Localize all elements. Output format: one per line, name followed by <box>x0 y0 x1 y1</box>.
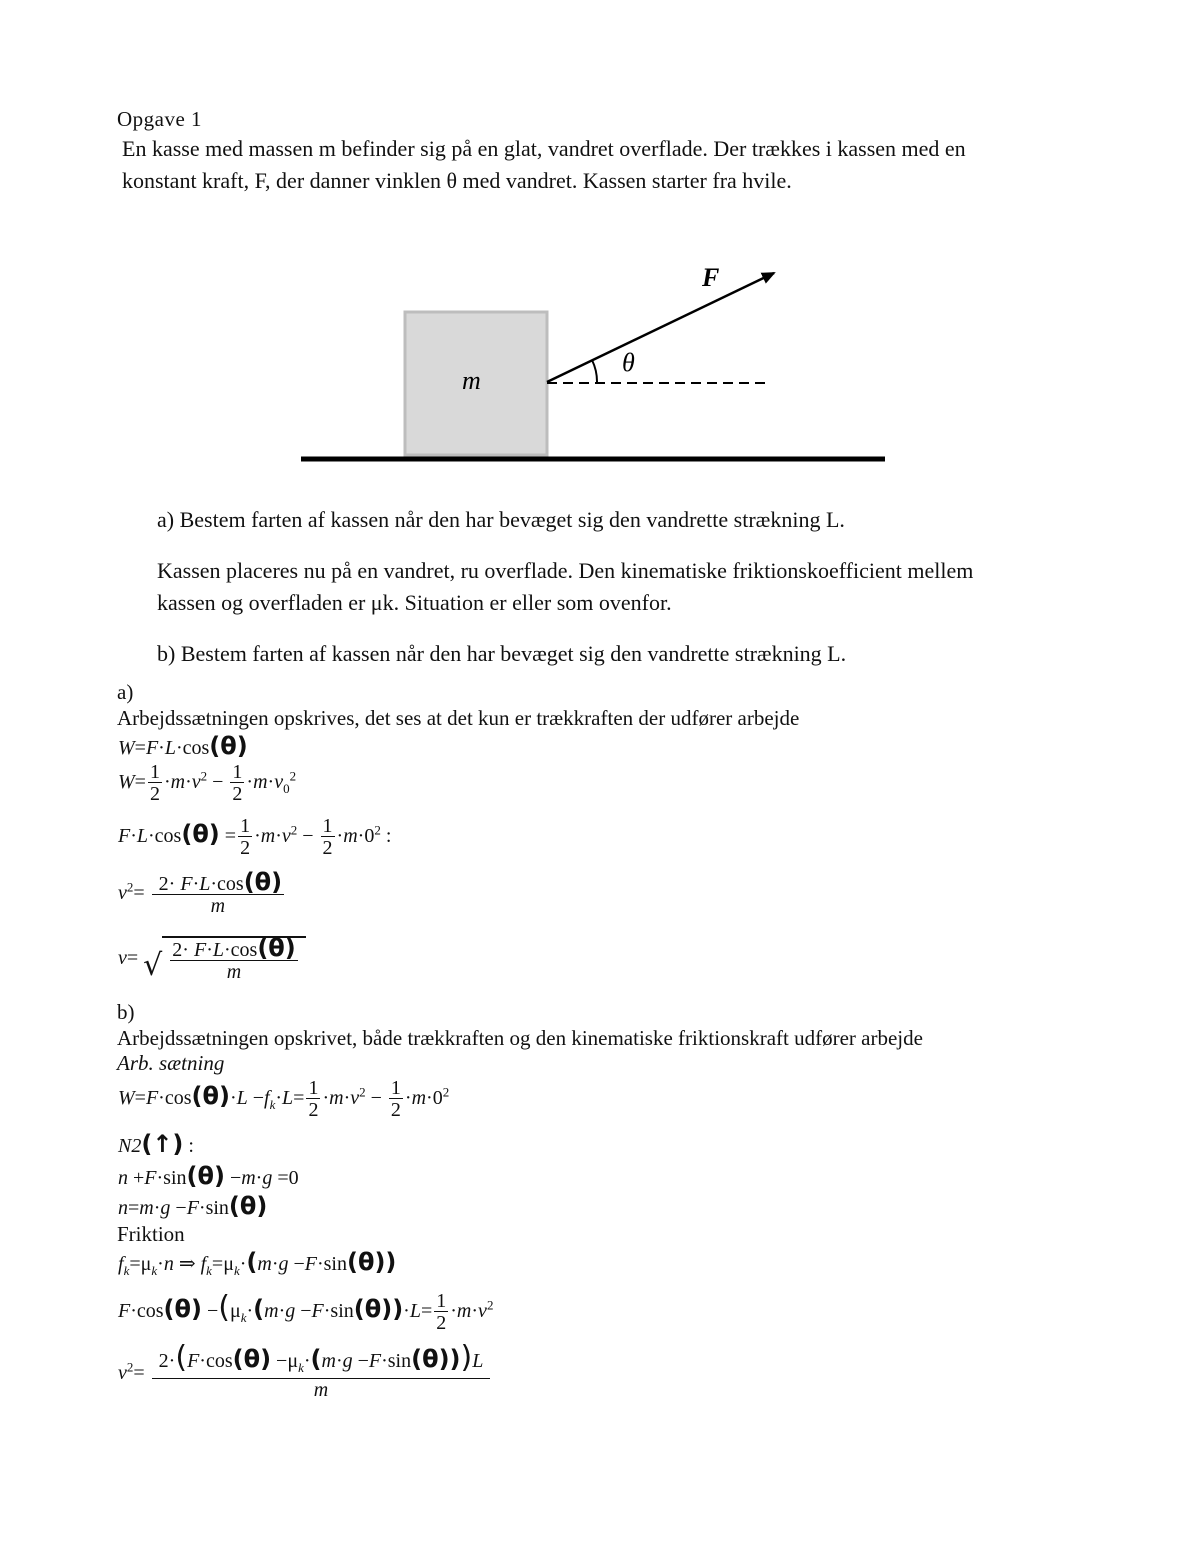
eq-normal-balance: n +F·sin(θ) −m·g =0 <box>118 1162 299 1190</box>
force-label: F <box>702 263 720 292</box>
page-title: Opgave 1 <box>117 107 203 131</box>
intro-line-1: En kasse med massen m befinder sig på en glat, vandret overflade. Der trækkes i kassen med en <box>122 136 966 161</box>
mass-label: m <box>462 366 481 395</box>
solution-b-label: b) <box>117 1000 135 1024</box>
eq-v-squared-a: $v^2=$ $\frac{2\cdot F\cdot L\cdot\cos(\theta)}{m}$ <box>118 868 283 917</box>
eq-work-def: W=F·L·cos(θ) <box>118 732 248 760</box>
eq-v-squared-b: $v^2=$ $\frac{2\cdot(F\cdot\cos(\theta) -\mu_k\cdot(m\cdot g -F\cdot\sin(\theta)))L}{m}$ <box>118 1348 492 1401</box>
eq-friction: $f_k=\mu_k\cdot n$ ⇒ $f_k=\mu_k\cdot(m\cdot g -F\cdot\sin(\theta))$ <box>118 1248 397 1278</box>
eq-combined: F·L·cos(θ) = $\frac{1}{2}$ $\cdot m\cdot v^2$ − $\frac{1}{2}$ $\cdot m\cdot 0^2$ : <box>118 815 392 859</box>
rough-line-2: kassen og overfladen er μk. Situation er eller som ovenfor. <box>157 590 672 615</box>
eq-v-a: v= √ $\frac{2\cdot F\cdot L\cdot\cos(\theta)}{m}$ <box>118 936 306 983</box>
force-diagram <box>0 0 1200 480</box>
solution-a-text: Arbejdssætningen opskrives, det ses at det kun er trækkraften der udfører arbejde <box>117 706 800 730</box>
eq-normal-force: n=m·g −F·sin(θ) <box>118 1192 268 1220</box>
friktion-label: Friktion <box>117 1222 185 1246</box>
eq-n2-label: N2(↑) : <box>118 1130 194 1158</box>
force-arrow <box>547 273 774 382</box>
eq-work-friction: $W=F\cdot\cos(\theta)\cdot L -f_k\cdot L=$ $\frac{1}{2}$ $\cdot m\cdot v^2$ − $\frac{1}{2}$ $\cdot m\cdot 0^2$ <box>118 1077 450 1121</box>
eq-net-work: $F\cdot\cos(\theta) -(\mu_k\cdot(m\cdot g -F\cdot\sin(\theta))\cdot L=$ $\frac{1}{2}$ $\cdot m\cdot v^2$ <box>118 1289 494 1334</box>
question-b: b) Bestem farten af kassen når den har bevæget sig den vandrette strækning L. <box>157 641 847 666</box>
angle-arc <box>592 360 597 383</box>
solution-b-text: Arbejdssætningen opskrivet, både trækkraften og den kinematiske friktionskraft udfører arbejde <box>117 1026 923 1050</box>
rough-line-1: Kassen placeres nu på en vandret, ru overflade. Den kinematiske friktionskoefficient mellem <box>157 558 974 583</box>
solution-a-label: a) <box>117 680 134 704</box>
angle-label: θ <box>622 348 635 377</box>
eq-work-energy: W= $\frac{1}{2}$ $\cdot m\cdot v^2$ − $\frac{1}{2}$ $\cdot m\cdot v_0^2$ <box>118 761 297 805</box>
n2-text: N2 <box>118 1135 142 1157</box>
arb-saetning-label: Arb. sætning <box>117 1051 225 1075</box>
rough-surface-text <box>157 555 973 619</box>
question-a: a) Bestem farten af kassen når den har bevæget sig den vandrette strækning L. <box>157 507 845 532</box>
intro-line-2: konstant kraft, F, der danner vinklen θ med vandret. Kassen starter fra hvile. <box>122 168 792 193</box>
